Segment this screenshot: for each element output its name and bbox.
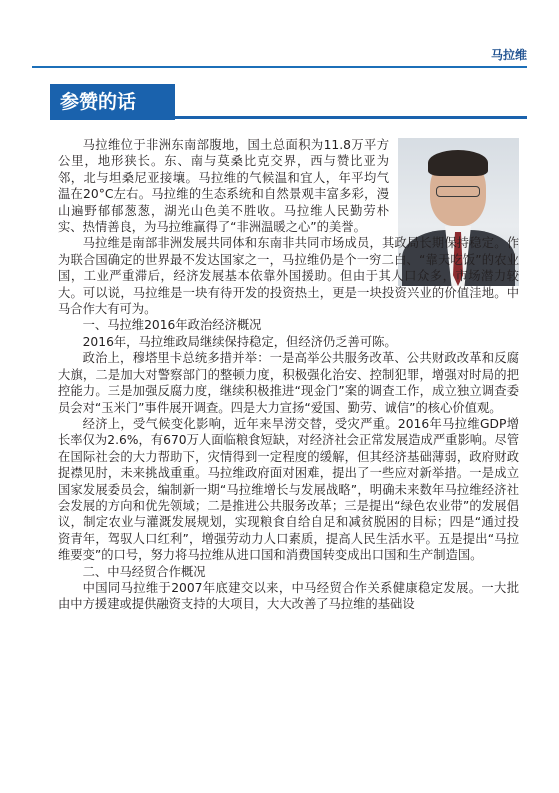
paragraph-economy: 经济上，受气候变化影响，近年来旱涝交替，受灾严重。2016年马拉维GDP增长率仅为2.6%，有670万人面临粮食短缺，对经济社会正常发展造成严重影响。尽管在国际社会的大力帮助下，灾情得到一定程度的缓解，但其经济基础薄弱，政府财政捉襟见肘，未来挑战重重。马拉维政府面对困难，提出了一些应对新举措。一是成立国家发展委员会，编制新一期“马拉维增长与发展战略”，明确未来数年马拉维经济社会发展的方向和优先领域；二是推进公共服务改革；三是提出“绿色农业带”的发展倡议，制定农业与灌溉发展规划，实现粮食自给自足和减贫脱困的目标；四是“通过投资青年，驾驭人口红利”，增强劳动力人口素质，提高人民生活水平。五是提出“马拉维要变”的口号，努力将马拉维从进口国和消费国转变成出口国和生产制造国。 — [58, 416, 519, 563]
subheading-trade-cooperation: 二、中马经贸合作概况 — [82, 564, 206, 579]
paragraph-intro: 马拉维位于非洲东南部腹地，国土总面积为11.8万平方公里，地形狭长。东、南与莫桑比克交界，西与赞比亚为邻，北与坦桑尼亚接壤。马拉维的气候温和宜人，年平均气温在20°C左右。马拉维的生态系统和自然景观丰富多彩，漫山遍野郁郁葱葱，湖光山色美不胜收。马拉维人民勤劳朴实、热情善良，为马拉维赢得了“非洲温暖之心”的美誉。 — [58, 138, 389, 235]
paragraph-cooperation: 中国同马拉维于2007年底建交以来，中马经贸合作关系健康稳定发展。一大批由中方援建或提供融资支持的大项目，大大改善了马拉维的基础设 — [58, 580, 519, 612]
header-rule — [32, 66, 527, 68]
section-title-band — [50, 84, 175, 120]
subheading-politics-economy: 一、马拉维2016年政治经济概况 — [82, 318, 262, 333]
paragraph-overview: 马拉维是南部非洲发展共同体和东南非共同市场成员，其政局长期保持稳定。作为联合国确定的世界最不发达国家之一，马拉维仍是个一穷二白、“靠天吃饭”的农业国，工业严重滞后，经济发展基本依靠外国援助。但由于其人口众多，市场潜力较大。可以说，马拉维是一块有待开发的投资热土，更是一块投资兴业的价值洼地。中马合作大有可为。 — [58, 236, 519, 317]
paragraph-summary-2016: 2016年，马拉维政局继续保持稳定，但经济仍乏善可陈。 — [82, 334, 397, 349]
section-title-underline — [175, 116, 527, 119]
running-header-country: 马拉维 — [490, 48, 527, 62]
section-title: 参赞的话 — [60, 91, 137, 113]
article-body — [58, 137, 519, 613]
paragraph-politics: 政治上，穆塔里卡总统多措并举：一是高举公共服务改革、公共财政改革和反腐大旗，二是加大对警察部门的整顿力度，积极强化治安、控制犯罪，增强对时局的把控能力。三是加强反腐力度，继续积极推进“现金门”案的调查工作，成立独立调查委员会对“玉米门”事件展开调查。四是大力宣扬“爱国、勤劳、诚信”的核心价值观。 — [58, 351, 519, 415]
